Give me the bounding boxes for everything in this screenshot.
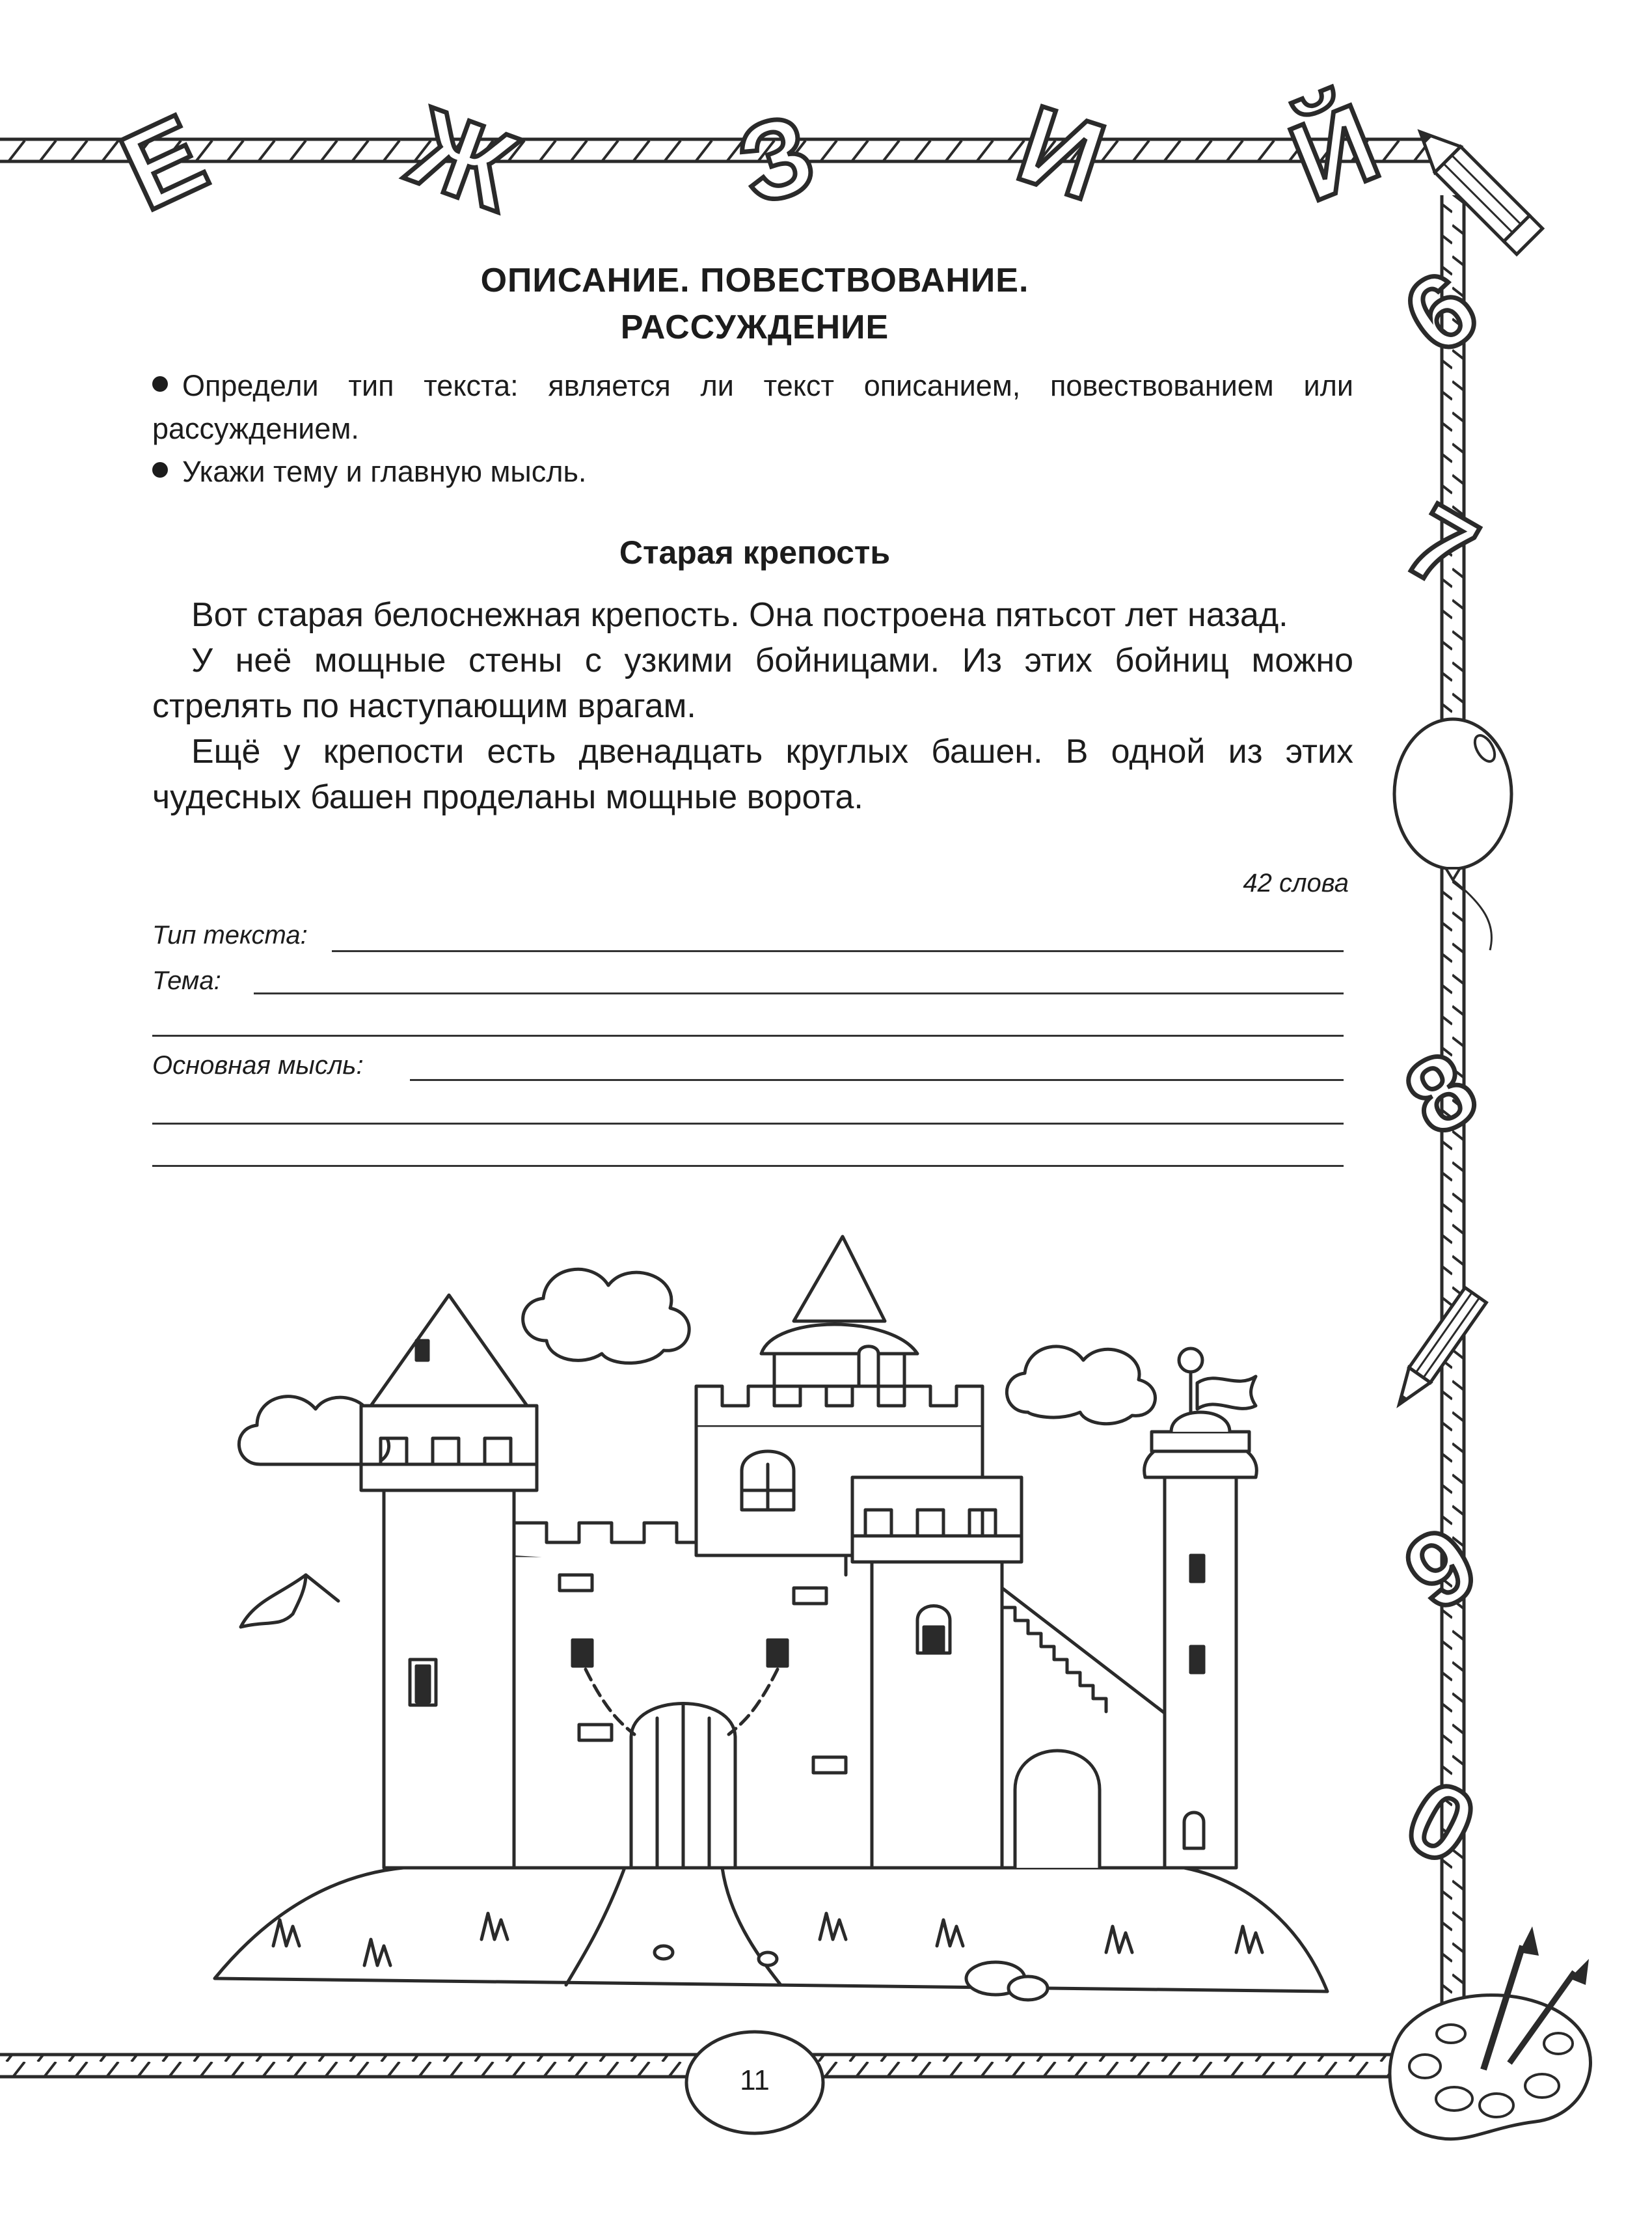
topic-label: Тема: (152, 966, 225, 996)
header-letter: И (1004, 81, 1118, 225)
main-idea-answer-line[interactable] (410, 1079, 1344, 1081)
side-digit: 8 (1386, 1028, 1495, 1158)
cloud (523, 1269, 690, 1363)
topic-answer-line[interactable] (152, 1035, 1344, 1037)
side-digit: 7 (1387, 481, 1496, 612)
side-digit: 6 (1383, 247, 1498, 377)
side-digit: 9 (1385, 1503, 1496, 1634)
castle-tower (384, 1484, 514, 1868)
bullet-icon (152, 462, 168, 478)
header-letter: З (724, 90, 829, 229)
pencil-icon (1388, 1288, 1486, 1412)
instruction-item (152, 364, 1353, 450)
castle-illustration (215, 1237, 1327, 2000)
top-border (0, 139, 1438, 161)
page-title-line: РАССУЖДЕНИЕ (620, 308, 889, 346)
header-letter: Е (104, 90, 224, 235)
pencil-icon (1407, 119, 1543, 254)
palette-icon (1390, 1926, 1590, 2139)
instruction-text: Определи тип текста: является ли текст описанием, повествованием или рассуждением. (152, 369, 1353, 445)
story-text (152, 592, 1353, 820)
text-type-label: Тип текста: (152, 921, 312, 950)
main-idea-label: Основная мысль: (152, 1051, 368, 1080)
page-title-line: ОПИСАНИЕ. ПОВЕСТВОВАНИЕ. (480, 262, 1029, 299)
instruction-text: Укажи тему и главную мысль. (182, 455, 587, 488)
instruction-item (152, 450, 1353, 493)
page-number: 11 (740, 2064, 770, 2096)
word-count: 42 слова (1243, 869, 1349, 897)
instructions-list (152, 364, 1353, 493)
main-idea-answer-line[interactable] (152, 1123, 1344, 1125)
page-title (156, 257, 1353, 351)
header-letter: Ж (395, 84, 532, 235)
main-idea-answer-line[interactable] (152, 1165, 1344, 1167)
story-title: Старая крепость (619, 534, 891, 571)
story-paragraph: Ещё у крепости есть двенадцать круглых башен. В одной из этих чудесных башен проделаны мощные ворота. (152, 733, 1353, 816)
bullet-icon (152, 376, 168, 392)
cloud (1007, 1347, 1155, 1424)
text-type-answer-line[interactable] (332, 950, 1344, 952)
story-paragraph: Вот старая белоснежная крепость. Она построена пятьсот лет назад. (191, 596, 1288, 634)
header-letter: Й (1274, 81, 1395, 225)
story-paragraph: У неё мощные стены с узкими бойницами. Из этих бойниц можно стрелять по наступающим врагам. (152, 642, 1353, 725)
side-digit: 0 (1388, 1757, 1495, 1887)
topic-answer-line[interactable] (254, 992, 1344, 994)
